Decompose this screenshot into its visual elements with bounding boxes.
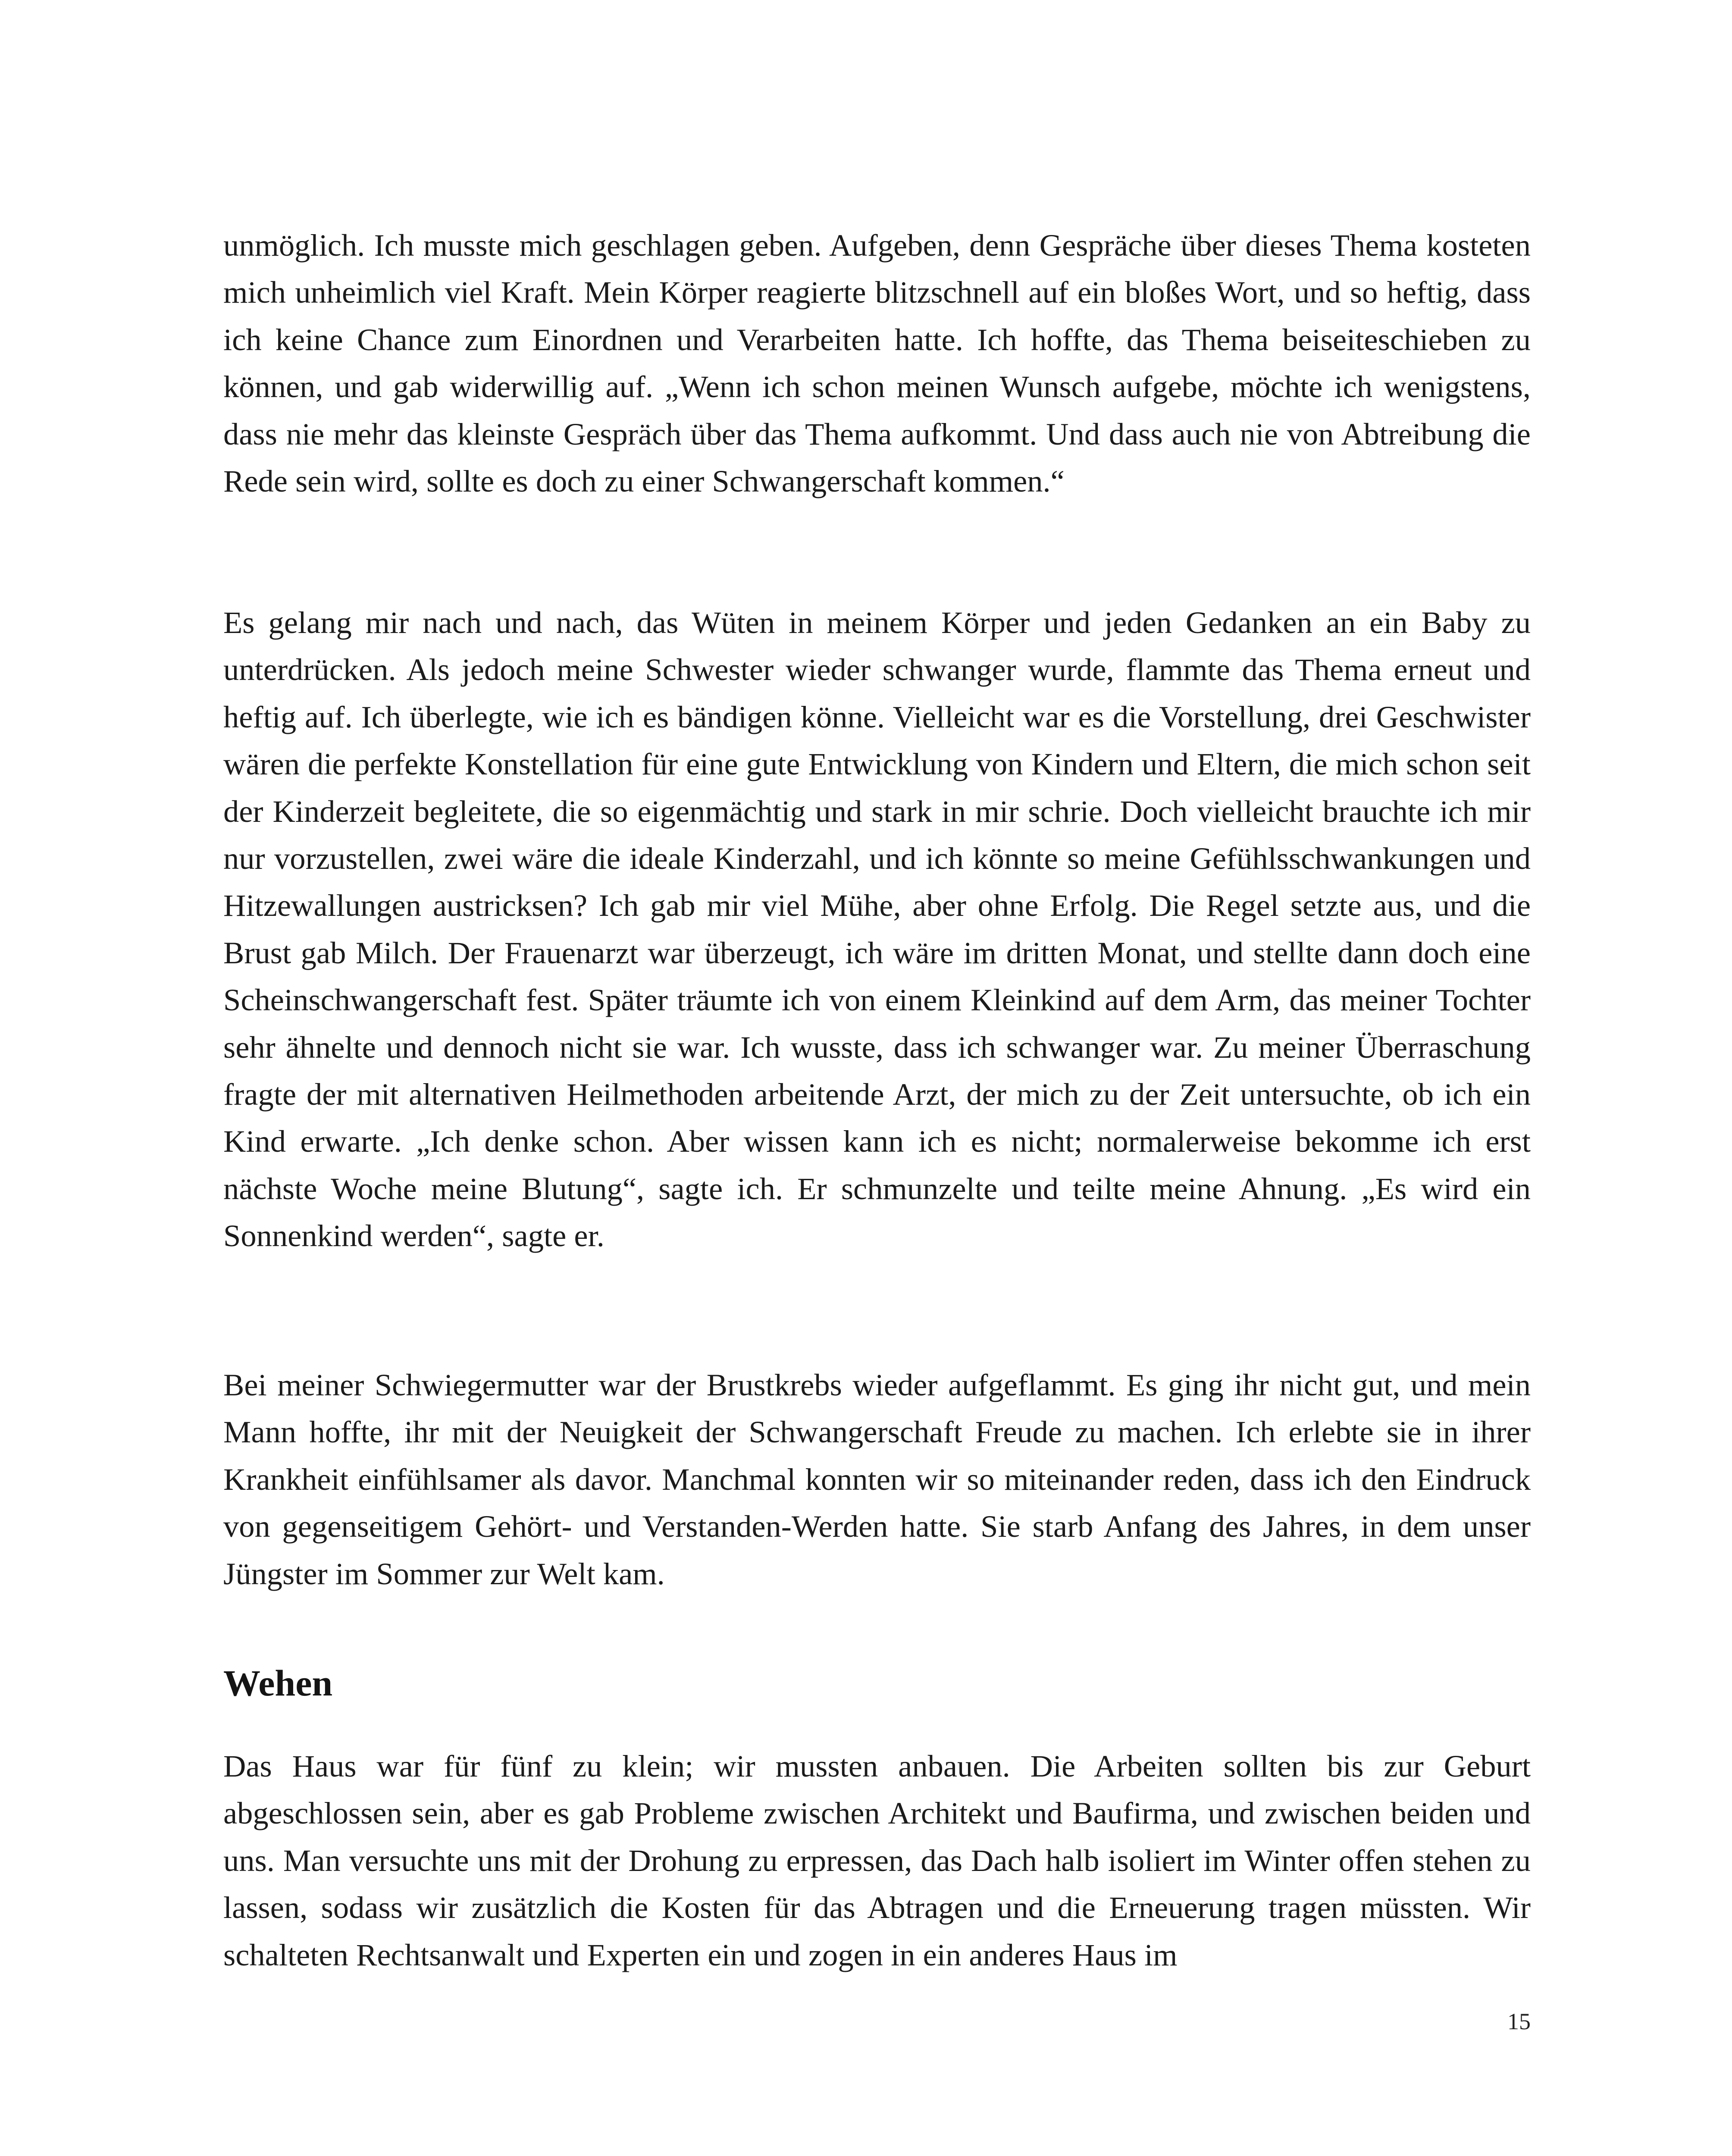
paragraph-block-2 bbox=[223, 599, 1531, 1260]
paragraph-2: Es gelang mir nach und nach, das Wüten in meinem Körper und jeden Gedanken an ein Baby zu unterdrücken. Als jedoch meine Schwester wieder schwanger wurde, flammte das Thema erneut und heftig auf. Ich überlegte, wie ich es bändigen könne. Vielleicht war es die Vorstellung, drei Geschwister wären die perfekte Konstellation für eine gute Entwicklung von Kindern und Eltern, die mich schon seit der Kinderzeit begleitete, die so eigenmächtig und stark in mir schrie. Doch vielleicht brauchte ich mir nur vorzustellen, zwei wäre die ideale Kinderzahl, und ich könnte so meine Gefühlsschwankungen und Hitzewallungen austricksen? Ich gab mir viel Mühe, aber ohne Erfolg. Die Regel setzte aus, und die Brust gab Milch. Der Frauenarzt war überzeugt, ich wäre im dritten Monat, und stellte dann doch eine Scheinschwangerschaft fest. Später träumte ich von einem Kleinkind auf dem Arm, das meiner Tochter sehr ähnelte und dennoch nicht sie war. Ich wusste, dass ich schwanger war. Zu meiner Überraschung fragte der mit alternativen Heilmethoden arbeitende Arzt, der mich zu der Zeit untersuchte, ob ich ein Kind erwarte. „Ich denke schon. Aber wissen kann ich es nicht; normalerweise bekomme ich erst nächste Woche meine Blutung“, sagte ich. Er schmunzelte und teilte meine Ahnung. „Es wird ein Sonnenkind werden“, sagte er. bbox=[223, 605, 1531, 1253]
paragraph-1: unmöglich. Ich musste mich geschlagen geben. Aufgeben, denn Gespräche über dieses Thema kosteten mich unheimlich viel Kraft. Mein Körper reagierte blitzschnell auf ein bloßes Wort, und so heftig, dass ich keine Chance zum Einordnen und Verarbeiten hatte. Ich hoffte, das Thema beiseiteschieben zu können, und gab widerwillig auf. „Wenn ich schon meinen Wunsch aufgebe, möchte ich wenigstens, dass nie mehr das kleinste Gespräch über das Thema aufkommt. Und dass auch nie von Abtreibung die Rede sein wird, sollte es doch zu einer Schwangerschaft kommen.“ bbox=[223, 228, 1531, 499]
paragraph-4: Das Haus war für fünf zu klein; wir mussten anbauen. Die Arbeiten sollten bis zur Geburt abgeschlossen sein, aber es gab Probleme zwischen Architekt und Baufirma, und zwischen beiden und uns. Man versuchte uns mit der Drohung zu erpressen, das Dach halb isoliert im Winter offen stehen zu lassen, sodass wir zusätzlich die Kosten für das Abtragen und die Erneuerung tragen müssten. Wir schalteten Rechtsanwalt und Experten ein und zogen in ein anderes Haus im bbox=[223, 1749, 1531, 1972]
page-number: 15 bbox=[1507, 2009, 1531, 2034]
paragraph-block-1 bbox=[223, 222, 1531, 505]
paragraph-3: Bei meiner Schwiegermutter war der Brustkrebs wieder aufgeflammt. Es ging ihr nicht gut, und mein Mann hoffte, ihr mit der Neuigkeit der Schwangerschaft Freude zu machen. Ich erlebte sie in ihrer Krankheit einfühlsamer als davor. Manchmal konnten wir so miteinander reden, dass ich den Eindruck von gegenseitigem Gehört- und Verstanden-Werden hatte. Sie starb Anfang des Jahres, in dem unser Jüngster im Sommer zur Welt kam. bbox=[223, 1367, 1531, 1591]
paragraph-block-4 bbox=[223, 1742, 1531, 1978]
paragraph-block-3 bbox=[223, 1361, 1531, 1597]
section-heading: Wehen bbox=[223, 1662, 333, 1704]
